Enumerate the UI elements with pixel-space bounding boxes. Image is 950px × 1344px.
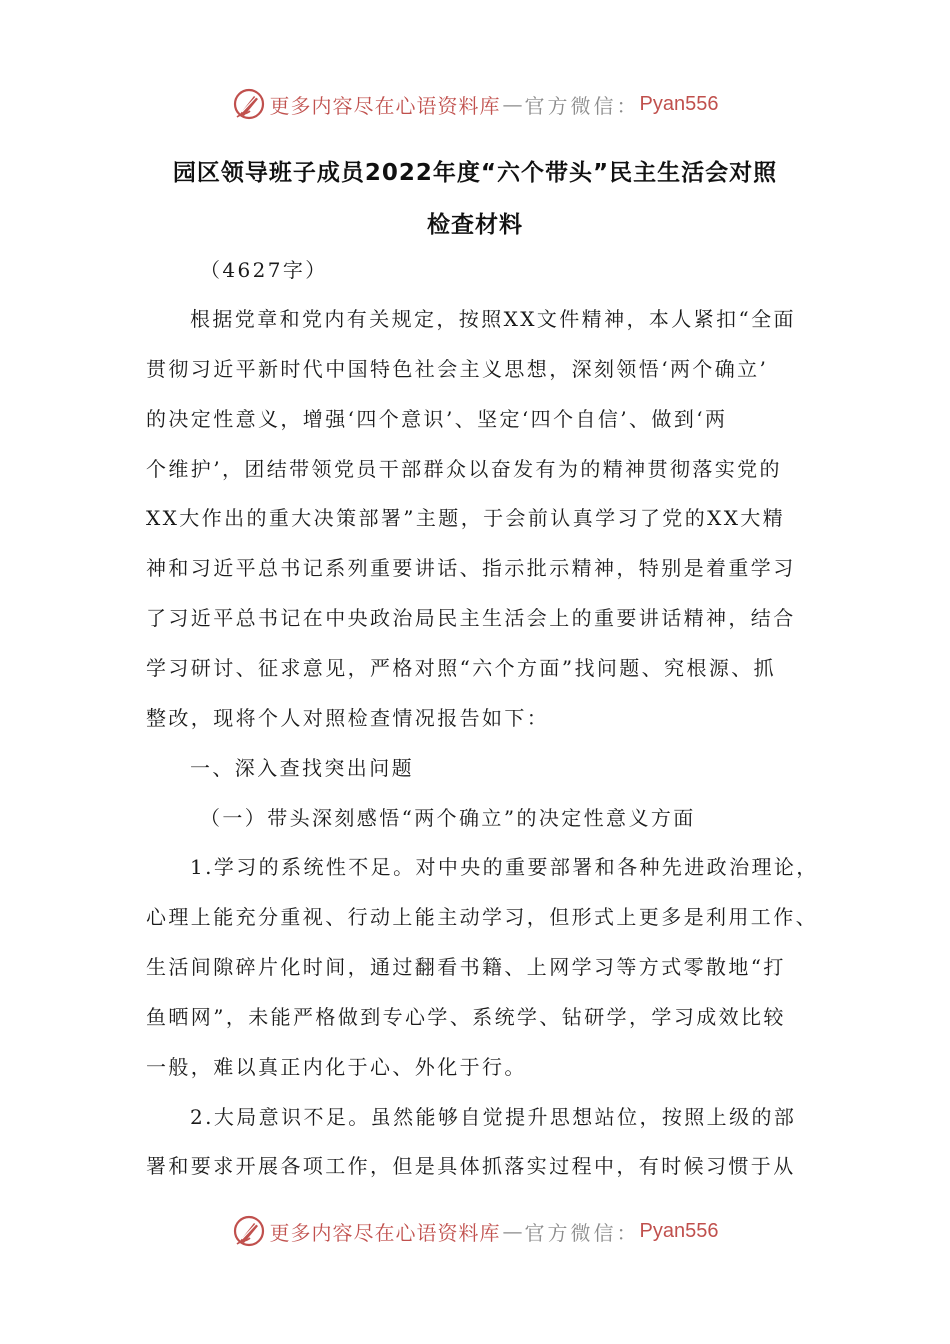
body-line: 整改，现将个人对照检查情况报告如下： xyxy=(146,706,550,730)
banner-separator: — xyxy=(502,1219,523,1243)
body-line: 2.大局意识不足。虽然能够自觉提升思想站位，按照上级的部 xyxy=(190,1105,797,1129)
banner-wechat-id: Pyan556 xyxy=(639,1219,719,1242)
banner-wechat-id: Pyan556 xyxy=(639,92,719,115)
body-line: 鱼晒网”，未能严格做到专心学、系统学、钻研学，学习成效比较 xyxy=(146,1005,786,1029)
body-line: 1.学习的系统性不足。对中央的重要部署和各种先进政治理论， xyxy=(190,855,819,879)
body-line: 心理上能充分重视、行动上能主动学习，但形式上更多是利用工作、 xyxy=(146,905,818,929)
body-line: 的决定性意义，增强‘四个意识’、坚定‘四个自信’、做到‘两 xyxy=(146,407,728,431)
document-title-line-1: 园区领导班子成员2022年度“六个带头”民主生活会对照 xyxy=(172,160,778,186)
pen-logo-icon xyxy=(232,1214,266,1248)
banner-text: 更多内容尽在心语资料库 xyxy=(269,93,501,118)
banner-wechat-label: 官方微信： xyxy=(524,1220,640,1245)
body-line: XX大作出的重大决策部署”主题，于会前认真学习了党的XX大精 xyxy=(146,506,786,530)
section-heading: 一、深入查找突出问题 xyxy=(190,756,414,780)
body-line: 根据党章和党内有关规定，按照XX文件精神，本人紧扣“全面 xyxy=(190,307,796,331)
body-line: 一般，难以真正内化于心、外化于行。 xyxy=(146,1055,527,1079)
body-line: 贯彻习近平新时代中国特色社会主义思想，深刻领悟‘两个确立’ xyxy=(146,357,769,381)
body-line: 了习近平总书记在中央政治局民主生活会上的重要讲话精神，结合 xyxy=(146,606,796,630)
body-line: 学习研讨、征求意见，严格对照“六个方面”找问题、究根源、抓 xyxy=(146,656,777,680)
document-title-line-2: 检查材料 xyxy=(427,212,523,238)
banner-wechat-label: 官方微信： xyxy=(524,93,640,118)
subsection-heading: （一）带头深刻感悟“两个确立”的决定性意义方面 xyxy=(200,806,696,830)
header-banner xyxy=(0,84,950,124)
body-line: 个维护’，团结带领党员干部群众以奋发有为的精神贯彻落实党的 xyxy=(146,457,782,481)
body-line: 生活间隙碎片化时间，通过翻看书籍、上网学习等方式零散地“打 xyxy=(146,955,786,979)
word-count: （4627字） xyxy=(200,258,328,282)
banner-separator: — xyxy=(502,92,523,116)
body-line: 神和习近平总书记系列重要讲话、指示批示精神，特别是着重学习 xyxy=(146,556,796,580)
banner-text: 更多内容尽在心语资料库 xyxy=(269,1220,501,1245)
footer-banner xyxy=(0,1211,950,1251)
pen-logo-icon xyxy=(232,87,266,121)
body-line: 署和要求开展各项工作，但是具体抓落实过程中，有时候习惯于从 xyxy=(146,1154,796,1178)
